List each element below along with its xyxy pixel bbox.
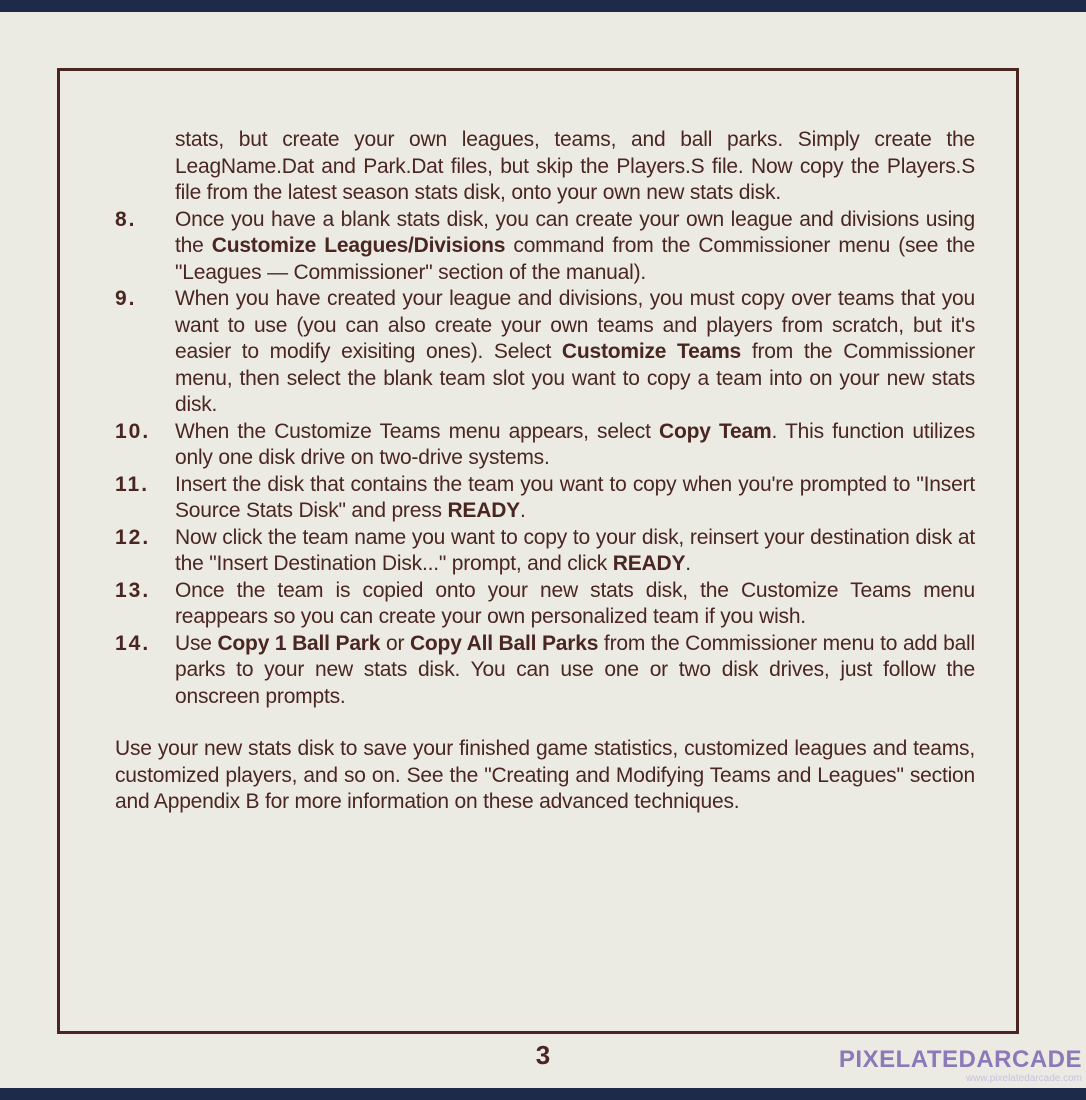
step-number: 11. (115, 472, 150, 496)
step-text: When you have created your league and divisions, you must copy over teams that you want to use (you can also create your own teams and players from scratch, but it's easier to modify exisiting ones). Select Customize Teams from the Commissioner menu, then select the blank team slot you want to copy a team into on your new stats disk. (175, 287, 975, 416)
watermark (839, 1047, 1082, 1085)
manual-page (0, 12, 1086, 1088)
step-text: When the Customize Teams menu appears, select Copy Team. This function utilizes only one disk drive on two-drive systems. (175, 419, 975, 469)
step-text: Insert the disk that contains the team you want to copy when you're prompted to "Insert Source Stats Disk" and press READY. (175, 472, 975, 522)
step-14 (115, 631, 975, 711)
step-8 (115, 207, 975, 287)
step-number: 12. (115, 525, 151, 549)
command-copy-team: Copy Team (659, 419, 772, 443)
step-12 (115, 525, 975, 578)
watermark-url: www.pixelatedarcade.com (965, 1073, 1082, 1084)
step-text: Once the team is copied onto your new stats disk, the Customize Teams menu reappears so you can create your own personalized team if you wish. (175, 578, 975, 628)
command-customize-teams: Customize Teams (561, 340, 742, 363)
page-number: 3 (535, 1040, 551, 1070)
command-copy-all-ball-parks: Copy All Ball Parks (409, 631, 599, 655)
text-frame (57, 68, 1019, 1034)
step-text: Use Copy 1 Ball Park or Copy All Ball Parks from the Commissioner menu to add ball parks to your new stats disk. You can use one or two disk drives, just follow the onscreen prompts. (175, 631, 975, 708)
step-text: Now click the team name you want to copy to your disk, reinsert your destination disk at the "Insert Destination Disk..." prompt, and click READY. (175, 525, 975, 575)
closing-paragraph: Use your new stats disk to save your finished game statistics, customized leagues and teams, customized players, and so on. See the "Creating and Modifying Teams and Leagues" section and Appendix B for more information on these advanced techniques. (115, 737, 975, 813)
continued-paragraph: stats, but create your own leagues, teams, and ball parks. Simply create the LeagName.Dat and Park.Dat files, but skip the Players.S file. Now copy the Players.S file from the latest season stats disk, onto your own new stats disk. (175, 128, 975, 204)
page-content (115, 127, 975, 816)
command-ready: READY (447, 499, 520, 522)
command-copy-1-ball-park: Copy 1 Ball Park (217, 631, 381, 655)
command-ready: READY (612, 552, 686, 575)
command-customize-leagues: Customize Leagues/Divisions (211, 234, 506, 257)
step-number: 10. (115, 419, 151, 443)
step-10 (115, 419, 975, 472)
step-9 (115, 286, 975, 419)
step-number: 13. (115, 578, 151, 602)
step-13 (115, 578, 975, 631)
step-number: 8. (115, 207, 137, 231)
step-11 (115, 472, 975, 525)
step-text: Once you have a blank stats disk, you can create your own league and divisions using the Customize Leagues/Divisions command from the Commissioner menu (see the "Leagues — Commissioner" section of the manual). (175, 207, 975, 284)
step-number: 9. (115, 287, 137, 310)
step-number: 14. (115, 631, 151, 655)
watermark-title: PIXELATEDARCADE (838, 1046, 1082, 1073)
